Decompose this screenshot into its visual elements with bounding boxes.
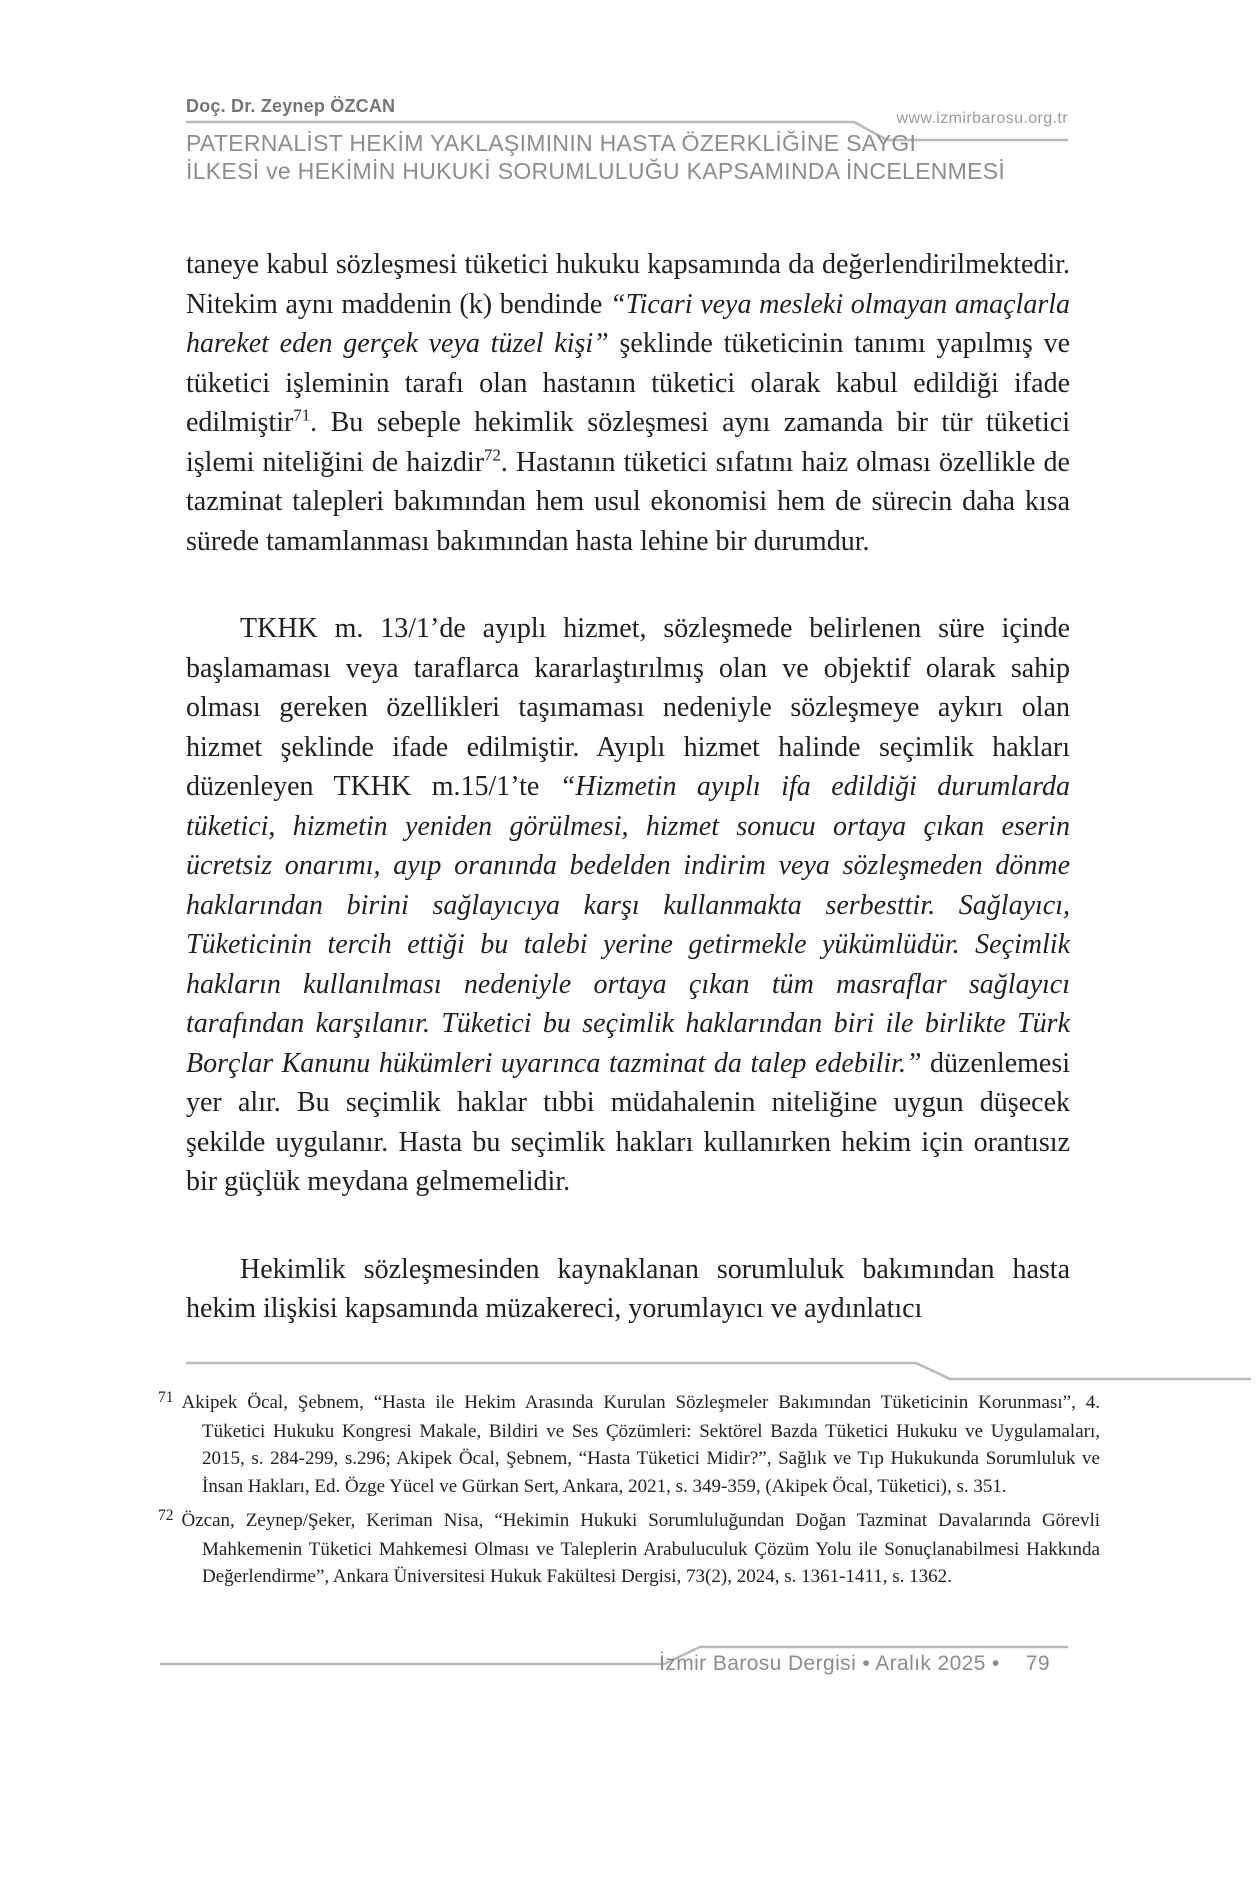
- article-title: [186, 129, 1086, 185]
- footnote-text: Özcan, Zeynep/Şeker, Keriman Nisa, “Hekimin Hukuki Sorumluluğundan Doğan Tazminat Davalarında Görevli Mahkemenin Tüketici Mahkemesi Olması ve Taleplerin Arabuluculuk Çözüm Yolu ile Sonuçlanabilmesi Hakkında Değerlendirme”, Ankara Üniversitesi Hukuk Fakültesi Dergisi, 73(2), 2024, s. 1361-1411, s. 1362.: [181, 1510, 1100, 1587]
- body-text-segment: Hekimlik sözleşmesinden kaynaklanan sorumluluk bakımından hasta hekim ilişkisi kapsamında müzakereci, yorumlayıcı ve aydınlatıcı: [186, 1253, 1070, 1324]
- body-paragraph: [186, 1250, 1070, 1329]
- footnote-marker: 72: [484, 445, 501, 465]
- article-title-line1: PATERNALİST HEKİM YAKLAŞIMININ HASTA ÖZERKLİĞİNE SAYGI: [186, 130, 917, 156]
- body-text: [186, 245, 1070, 1377]
- body-text-segment: şeklinde tüketicinin tanımı yapılmış ve tüketici işleminin tarafı olan hastanın tüketici olarak kabul edildiği ifade edilmiştir: [186, 328, 1070, 438]
- footnote-number: 71: [158, 1389, 174, 1406]
- website-url: www.izmirbarosu.org.tr: [896, 110, 1068, 127]
- body-paragraph: [186, 609, 1070, 1202]
- body-text-segment: TKHK m. 13/1’de ayıplı hizmet, sözleşmede belirlenen süre içinde başlamaması veya taraflarca kararlaştırılmış olan ve objektif olarak sahip olması gereken özellikleri taşımaması nedeniyle sözleşmeye aykırı olan hizmet şeklinde ifade edilmiştir. Ayıplı hizmet halinde seçimlik hakları düzenleyen TKHK m.15/1’te: [186, 613, 1070, 802]
- footnote-text: Akipek Öcal, Şebnem, “Hasta ile Hekim Arasında Kurulan Sözleşmeler Bakımından Tüketicinin Korunması”, 4. Tüketici Hukuku Kongresi Makale, Bildiri ve Ses Çözümleri: Sektörel Bazda Tüketici Hukuku ve Uygulamaları, 2015, s. 284-299, s.296; Akipek Öcal, Şebnem, “Hasta Tüketici Midir?”, Sağlık ve Tıp Hukukunda Sorumluluk ve İnsan Hakları, Ed. Özge Yücel ve Gürkan Sert, Ankara, 2021, s. 349-359, (Akipek Öcal, Tüketici), s. 351.: [181, 1392, 1100, 1497]
- quoted-statute-text: “Hizmetin ayıplı ifa edildiği durumlarda tüketici, hizmetin yeniden görülmesi, hizmet sonucu ortaya çıkan eserin ücretsiz onarımı, ayıp oranında bedelden indirim veya sözleşmeden dönme haklarından birini sağlayıcıya karşı kullanmakta serbesttir. Sağlayıcı, Tüketicinin tercih ettiği bu talebi yerine getirmekle yükümlüdür. Seçimlik hakların kullanılması nedeniyle ortaya çıkan tüm masraflar sağlayıcı tarafından karşılanır. Tüketici bu seçimlik haklarından biri ile birlikte Türk Borçlar Kanunu hükümleri uyarınca tazminat da talep edebilir.”: [186, 771, 1070, 1079]
- footnotes: [158, 1389, 1100, 1598]
- body-text-segment: düzenlemesi yer alır. Bu seçimlik haklar tıbbi müdahalenin niteliğine uygun düşecek şekilde uygulanır. Hasta bu seçimlik hakları kullanırken hekim için orantısız bir güçlük meydana gelmemelidir.: [186, 1047, 1071, 1197]
- article-title-line2: İLKESİ ve HEKİMİN HUKUKİ SORUMLULUĞU KAPSAMINDA İNCELENMESİ: [186, 158, 1006, 184]
- footnote-item: [158, 1389, 1100, 1500]
- footer-journal-issue: İzmir Barosu Dergisi • Aralık 2025 •: [659, 1652, 1000, 1675]
- footnote-marker: 71: [293, 405, 311, 425]
- body-paragraph: [186, 245, 1070, 561]
- body-text-segment: . Hastanın tüketici sıfatını haiz olması özellikle de tazminat talepleri bakımından hem usul ekonomisi hem de sürecin daha kısa sürede tamamlanması bakımından hasta lehine bir durumdur.: [186, 446, 1070, 557]
- author-name: Doç. Dr. Zeynep ÖZCAN: [186, 96, 396, 116]
- footnote-number: 72: [158, 1507, 174, 1524]
- quoted-statute-text: “Ticari veya mesleki olmayan amaçlarla hareket eden gerçek veya tüzel kişi”: [186, 288, 1070, 359]
- body-text-segment: taneye kabul sözleşmesi tüketici hukuku kapsamında da değerlendirilmektedir. Nitekim aynı maddenin (k) bendinde: [186, 249, 1070, 320]
- footnote-divider: [186, 1360, 1253, 1382]
- footnote-item: [158, 1507, 1100, 1591]
- page-number: 79: [1025, 1652, 1050, 1675]
- body-text-segment: . Bu sebeple hekimlik sözleşmesi aynı zamanda bir tür tüketici işlemi niteliğini de haizdir: [186, 407, 1070, 478]
- footer: [560, 1652, 1060, 1676]
